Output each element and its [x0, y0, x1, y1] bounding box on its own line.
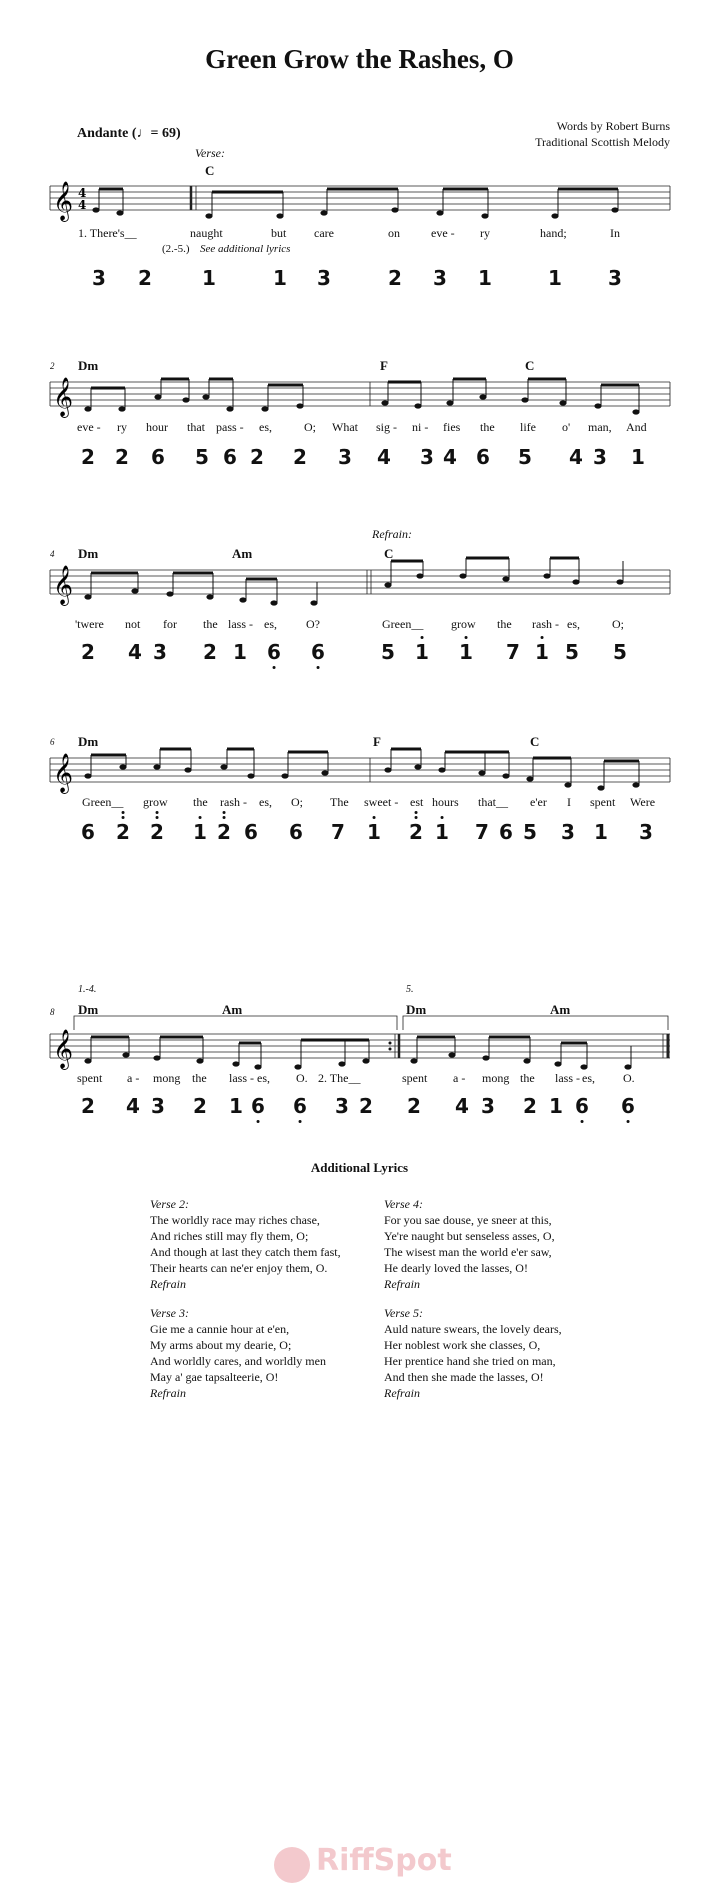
- lyric-syllable: es,: [257, 1071, 270, 1085]
- verse-line: For you sae douse, ye sneer at this,: [384, 1213, 552, 1227]
- verse-line: And then she made the lasses, O!: [384, 1370, 544, 1384]
- verse-label: Verse 3:: [150, 1306, 189, 1320]
- lyric-syllable: the: [193, 795, 208, 809]
- lyric-syllable: O;: [304, 420, 316, 434]
- verse-block: [384, 1305, 562, 1401]
- lyric-syllable: care: [314, 226, 334, 240]
- lyricist-credit: Words by Robert Burns: [556, 119, 670, 133]
- scale-degree: 6: [476, 445, 490, 469]
- tempo-label: Andante (: [77, 126, 137, 141]
- scale-degree: 6: [267, 640, 281, 664]
- chord-symbol: Dm: [78, 734, 99, 749]
- lyric-syllable: the: [203, 617, 218, 631]
- riffspot-logo-icon: [274, 1847, 310, 1883]
- scale-degree: 1: [535, 640, 549, 664]
- scale-degree: 4: [128, 640, 142, 664]
- scale-degree: 6: [244, 820, 258, 844]
- scale-degree: 3: [92, 266, 106, 290]
- second-ending-label: 5.: [406, 984, 414, 995]
- lyric-syllable: 'twere: [75, 617, 104, 631]
- treble-clef-icon: 𝄞: [53, 181, 74, 221]
- lyric-syllable: O;: [291, 795, 303, 809]
- scale-degree: 3: [317, 266, 331, 290]
- verse-range-label: (2.-5.): [162, 243, 190, 255]
- lyric-syllable: I: [567, 795, 571, 809]
- lyric-syllable: hour: [146, 420, 168, 434]
- scale-degree: 2: [388, 266, 402, 290]
- scale-degree: 5: [613, 640, 627, 664]
- scale-degree: 2: [116, 820, 130, 844]
- scale-degree: 2: [359, 1094, 373, 1118]
- scale-degree: 4: [569, 445, 583, 469]
- measure-number: 2: [50, 361, 55, 371]
- verse-block: [150, 1305, 326, 1401]
- lyric-syllable: What: [332, 420, 358, 434]
- measure-number: 6: [50, 737, 55, 747]
- refrain-label: Refrain: [150, 1386, 186, 1400]
- scale-degree: 4: [377, 445, 391, 469]
- scale-degree: 6: [251, 1094, 265, 1118]
- lyric-syllable: es,: [567, 617, 580, 631]
- lyric-syllable: eve -: [431, 226, 455, 240]
- scale-degree: 2: [407, 1094, 421, 1118]
- tempo-value: = 69): [150, 126, 181, 141]
- lyric-syllable: that: [187, 420, 205, 434]
- lyric-syllable: rash -: [220, 795, 247, 809]
- scale-degree: 2: [293, 445, 307, 469]
- verse-label: Verse 5:: [384, 1306, 423, 1320]
- lyric-syllable: a -: [453, 1071, 466, 1085]
- scale-degree: 1: [631, 445, 645, 469]
- scale-degree: 2: [138, 266, 152, 290]
- scale-degree: 2: [250, 445, 264, 469]
- lyric-syllable: the: [480, 420, 495, 434]
- scale-degree: 5: [518, 445, 532, 469]
- lyric-syllable: In: [610, 226, 620, 240]
- see-additional-lyrics-note: See additional lyrics: [200, 243, 291, 255]
- lyric-syllable: o': [562, 420, 571, 434]
- chord-symbol: C: [530, 734, 540, 749]
- treble-clef-icon: 𝄞: [53, 1029, 74, 1069]
- scale-degree: 3: [335, 1094, 349, 1118]
- lyric-syllable: but: [271, 226, 287, 240]
- scale-degree: 1: [273, 266, 287, 290]
- scale-degree: 6: [621, 1094, 635, 1118]
- staff-system-2: [0, 377, 719, 422]
- scale-degree: 6: [223, 445, 237, 469]
- scale-degree: 6: [151, 445, 165, 469]
- scale-degree: 2: [409, 820, 423, 844]
- scale-degree: 1: [202, 266, 216, 290]
- scale-degree: 1: [367, 820, 381, 844]
- chord-symbol: C: [205, 163, 215, 178]
- scale-degree: 4: [443, 445, 457, 469]
- scale-degree: 1: [435, 820, 449, 844]
- scale-degree: 4: [455, 1094, 469, 1118]
- scale-degree: 1: [594, 820, 608, 844]
- lyric-syllable: naught: [190, 226, 223, 240]
- scale-degree: 1: [548, 266, 562, 290]
- verse-line: And though at last they catch them fast,: [150, 1245, 341, 1259]
- lyric-syllable: The: [330, 795, 349, 809]
- scale-degree: 1: [415, 640, 429, 664]
- scale-degree: 2: [81, 1094, 95, 1118]
- scale-degree: 2: [203, 640, 217, 664]
- lyric-syllable: es,: [259, 795, 272, 809]
- scale-degree: 3: [561, 820, 575, 844]
- chord-symbol: Dm: [78, 1002, 99, 1017]
- scale-degree: 3: [608, 266, 622, 290]
- scale-degree: 2: [193, 1094, 207, 1118]
- refrain-marking: Refrain:: [372, 527, 412, 541]
- chord-symbol: C: [525, 358, 535, 373]
- refrain-label: Refrain: [150, 1277, 186, 1291]
- staff-system-3: [0, 565, 719, 610]
- lyric-syllable: the: [192, 1071, 207, 1085]
- scale-degree: 2: [217, 820, 231, 844]
- measure-number: 8: [50, 1007, 55, 1017]
- lyric-syllable: 2. The__: [318, 1071, 361, 1085]
- scale-degree: 1: [459, 640, 473, 664]
- verse-line: Ye're naught but senseless asses, O,: [384, 1229, 555, 1243]
- scale-degree: 3: [639, 820, 653, 844]
- lyric-syllable: mong: [482, 1071, 510, 1085]
- scale-degree: 6: [81, 820, 95, 844]
- verse-line: May a' gae tapsalteerie, O!: [150, 1370, 279, 1384]
- lyric-syllable: Green__: [382, 617, 424, 631]
- lyric-syllable: O.: [296, 1071, 308, 1085]
- lyric-syllable: sweet -: [364, 795, 399, 809]
- lyric-syllable: a -: [127, 1071, 140, 1085]
- scale-degree: 5: [195, 445, 209, 469]
- verse-line: Gie me a cannie hour at e'en,: [150, 1322, 290, 1336]
- scale-degree: 3: [338, 445, 352, 469]
- measure-number: 4: [50, 549, 55, 559]
- scale-degree: 3: [481, 1094, 495, 1118]
- scale-degree: 6: [289, 820, 303, 844]
- lyric-syllable: lass -: [229, 1071, 254, 1085]
- lyric-syllable: life: [520, 420, 536, 434]
- verse-marking: Verse:: [195, 146, 225, 160]
- scale-degree: 2: [81, 640, 95, 664]
- scale-degree: 3: [151, 1094, 165, 1118]
- tempo-marking: [77, 126, 181, 142]
- chord-symbol: Am: [232, 546, 253, 561]
- quarter-note-icon: ♩: [136, 126, 151, 141]
- chord-symbol: Dm: [78, 358, 99, 373]
- lyric-syllable: that__: [478, 795, 508, 809]
- lyric-syllable: man,: [588, 420, 612, 434]
- scale-degree: 2: [115, 445, 129, 469]
- lyric-syllable: O.: [623, 1071, 635, 1085]
- scale-degree: 1: [229, 1094, 243, 1118]
- staff-system-1: [0, 181, 719, 226]
- lyric-syllable: O;: [612, 617, 624, 631]
- verse-line: The worldly race may riches chase,: [150, 1213, 320, 1227]
- chord-symbol: Am: [550, 1002, 571, 1017]
- verse-line: And worldly cares, and worldly men: [150, 1354, 326, 1368]
- lyric-syllable: grow: [451, 617, 476, 631]
- lyric-syllable: 1. There's__: [78, 226, 137, 240]
- treble-clef-icon: 𝄞: [53, 377, 74, 417]
- scale-degree: 1: [478, 266, 492, 290]
- melody-credit: Traditional Scottish Melody: [535, 135, 670, 149]
- verse-line: Her prentice hand she tried on man,: [384, 1354, 556, 1368]
- verse-line: Her noblest work she classes, O,: [384, 1338, 541, 1352]
- scale-degree: 3: [153, 640, 167, 664]
- verse-line: Their hearts can ne'er enjoy them, O.: [150, 1261, 328, 1275]
- scale-degree: 5: [381, 640, 395, 664]
- verse-label: Verse 2:: [150, 1197, 189, 1211]
- lyric-syllable: sig -: [376, 420, 397, 434]
- scale-degree: 7: [475, 820, 489, 844]
- lyric-syllable: on: [388, 226, 400, 240]
- lyric-syllable: not: [125, 617, 141, 631]
- staff-system-4: [0, 753, 719, 798]
- lyric-syllable: spent: [402, 1071, 428, 1085]
- scale-degree: 6: [575, 1094, 589, 1118]
- lyric-syllable: es,: [264, 617, 277, 631]
- scale-degree: 1: [193, 820, 207, 844]
- lyric-syllable: lass -: [228, 617, 253, 631]
- verse-block: [150, 1196, 341, 1292]
- lyric-syllable: the: [497, 617, 512, 631]
- scale-degree: 3: [433, 266, 447, 290]
- lyric-syllable: es,: [582, 1071, 595, 1085]
- refrain-label: Refrain: [384, 1277, 420, 1291]
- scale-degree: 6: [293, 1094, 307, 1118]
- scale-degree: 3: [420, 445, 434, 469]
- first-ending-label: 1.-4.: [78, 984, 97, 995]
- staff-system-5: [0, 1029, 719, 1074]
- chord-symbol: Dm: [78, 546, 99, 561]
- lyric-syllable: rash -: [532, 617, 559, 631]
- chord-symbol: Am: [222, 1002, 243, 1017]
- refrain-label: Refrain: [384, 1386, 420, 1400]
- lyric-syllable: ry: [480, 226, 490, 240]
- lyric-syllable: Green__: [82, 795, 124, 809]
- lyric-syllable: And: [626, 420, 647, 434]
- lyric-syllable: est: [410, 795, 424, 809]
- scale-degree: 2: [81, 445, 95, 469]
- scale-degree: 5: [565, 640, 579, 664]
- lyric-syllable: hand;: [540, 226, 567, 240]
- verse-line: My arms about my dearie, O;: [150, 1338, 292, 1352]
- scale-degree: 1: [549, 1094, 563, 1118]
- scale-degree: 6: [499, 820, 513, 844]
- scale-degree: 6: [311, 640, 325, 664]
- additional-lyrics-title: Additional Lyrics: [310, 1160, 409, 1175]
- lyric-syllable: ry: [117, 420, 127, 434]
- scale-degree: 2: [523, 1094, 537, 1118]
- lyric-syllable: ni -: [412, 420, 429, 434]
- verse-label: Verse 4:: [384, 1197, 423, 1211]
- scale-degree: 5: [523, 820, 537, 844]
- lyric-syllable: for: [163, 617, 177, 631]
- chord-symbol: F: [373, 734, 381, 749]
- lyric-syllable: mong: [153, 1071, 181, 1085]
- scale-degree: 1: [233, 640, 247, 664]
- lyric-syllable: pass -: [216, 420, 244, 434]
- scale-degree: 7: [506, 640, 520, 664]
- scale-degree: 7: [331, 820, 345, 844]
- lyric-syllable: e'er: [530, 795, 547, 809]
- lyric-syllable: spent: [590, 795, 616, 809]
- treble-clef-icon: 𝄞: [53, 565, 74, 605]
- verse-line: And riches still may fly them, O;: [150, 1229, 309, 1243]
- scale-degree: 3: [593, 445, 607, 469]
- verse-block: [384, 1196, 555, 1292]
- chord-symbol: C: [384, 546, 394, 561]
- scale-degree: 4: [126, 1094, 140, 1118]
- lyric-syllable: Were: [630, 795, 656, 809]
- lyric-syllable: grow: [143, 795, 168, 809]
- chord-symbol: Dm: [406, 1002, 427, 1017]
- lyric-syllable: hours: [432, 795, 459, 809]
- riffspot-logo: RiffSpot: [316, 1843, 452, 1878]
- verse-line: The wisest man the world e'er saw,: [384, 1245, 552, 1259]
- lyric-syllable: the: [520, 1071, 535, 1085]
- song-title: Green Grow the Rashes, O: [205, 44, 514, 74]
- svg-text:4: 4: [78, 198, 87, 212]
- lyric-syllable: O?: [306, 617, 320, 631]
- lyric-syllable: es,: [259, 420, 272, 434]
- verse-line: He dearly loved the lasses, O!: [384, 1261, 528, 1275]
- scale-degree: 2: [150, 820, 164, 844]
- verse-line: Auld nature swears, the lovely dears,: [384, 1322, 562, 1336]
- lyric-syllable: lass -: [555, 1071, 580, 1085]
- lyric-syllable: eve -: [77, 420, 101, 434]
- chord-symbol: F: [380, 358, 388, 373]
- lyric-syllable: fies: [443, 420, 461, 434]
- lyric-syllable: spent: [77, 1071, 103, 1085]
- treble-clef-icon: 𝄞: [53, 753, 74, 793]
- svg-text:4: 4: [78, 186, 87, 200]
